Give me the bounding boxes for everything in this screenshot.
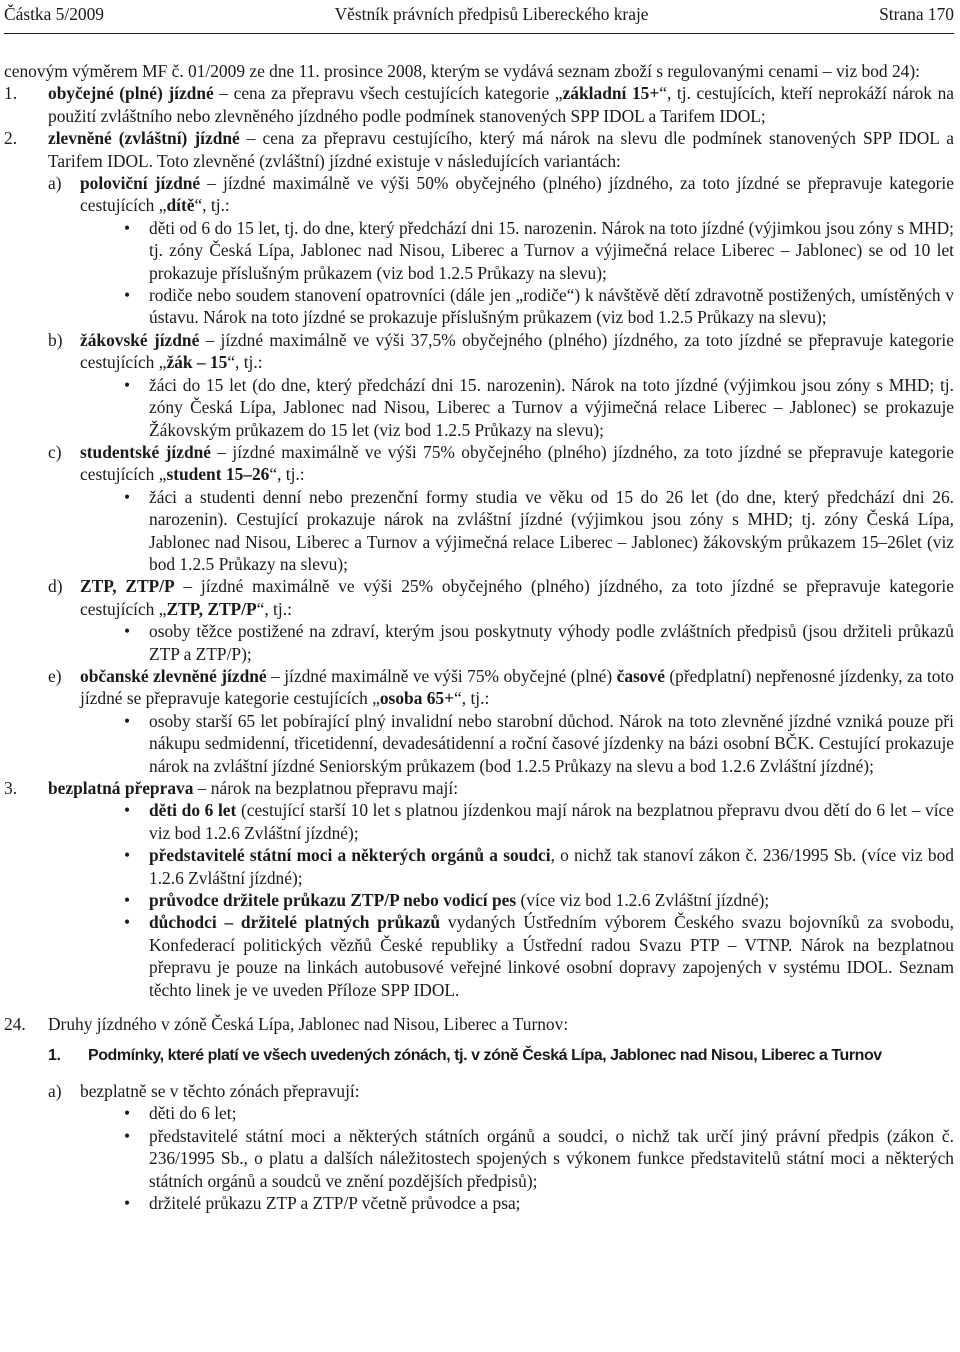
- item-text: [48, 777, 954, 799]
- bullet-term: důchodci – držitelé platných průkazů: [149, 912, 441, 933]
- bullet-icon: •: [124, 285, 131, 306]
- fare-item-2: [4, 127, 954, 172]
- term: bezplatná přeprava: [48, 778, 194, 798]
- text-part: “, tj.:: [227, 352, 263, 373]
- section-title: Druhy jízdného v zóně Česká Lípa, Jablonec nad Nisou, Liberec a Turnov:: [48, 1014, 569, 1035]
- bullet-text: osoby starší 65 let pobírající plný invalidní nebo starobní důchod. Nárok na toto zlevněné jízdné vzniká pouze při nákupu sedmidenní, třicetidenní, devadesátidenní a roční časové jízdenky na bázi osobní BČK. Cestující prokazuje nárok na zvláštní jízdné Seniorským průkazem (bod 1.2.5 Průkazy na slevu a bod 1.2.6 Zvláštní jízdné);: [149, 710, 954, 776]
- free-transport: [4, 1080, 954, 1102]
- bullet-item: [4, 1192, 954, 1214]
- item-number: 1.: [4, 83, 18, 104]
- category: osoba 65+: [379, 688, 455, 709]
- subsection-title: Podmínky, které platí ve všech uvedených zónách, tj. v zóně Česká Lípa, Jablonec nad Nisou, Liberec a Turnov: [88, 1047, 882, 1065]
- variant-text: [80, 329, 954, 374]
- text-part: – jízdné maximálně ve výši 25% obyčejného (plného) jízdného, za toto jízdné se přepravuje kategorie cestujících „: [80, 576, 954, 619]
- variant-letter: e): [48, 665, 62, 686]
- fare-item-3: [4, 777, 954, 799]
- category: základní 15+: [562, 83, 660, 104]
- page-header: [4, 0, 954, 33]
- text-part: “, tj.:: [256, 598, 292, 619]
- bullet-term: průvodce držitele průkazu ZTP/P nebo vodicí pes: [149, 890, 517, 911]
- header-rule: [4, 33, 954, 34]
- variant-b: [4, 329, 954, 374]
- bullet-term: děti do 6 let: [149, 800, 237, 821]
- subsection-number: 1.: [48, 1047, 61, 1065]
- subsection-heading: [4, 1045, 954, 1067]
- bullet-text: osoby těžce postižené na zdraví, kterým jsou poskytnuty výhody podle zvláštních předpisů (jsou držiteli průkazů ZTP a ZTP/P);: [149, 621, 954, 664]
- bullet-term: představitelé státní moci a některých orgánů a soudci: [149, 845, 551, 866]
- text-part: – jízdné maximálně ve výši 50% obyčejného (plného) jízdného, za toto jízdné se přepravuje kategorie cestujících „: [80, 173, 954, 216]
- variant-text: [80, 441, 954, 486]
- bullet-text: děti od 6 do 15 let, tj. do dne, který předchází dni 15. narozenin. Nárok na toto jízdné (výjimkou jsou zóny s MHD; tj. zóny Česká Lípa, Jablonec nad Nisou, Liberec a Turnov a výjimečná relace Liberec – Jablonec) se od 10 let prokazuje příslušným průkazem (viz bod 1.2.5 Průkazy na slevu);: [149, 217, 954, 283]
- bullet-item: [4, 284, 954, 329]
- intro-paragraph: cenovým výměrem MF č. 01/2009 ze dne 11. prosince 2008, kterým se vydává seznam zboží s regulovanými cenami – viz bod 24):: [4, 61, 920, 81]
- bullet-item: [4, 217, 954, 284]
- item-number: 2.: [4, 128, 18, 149]
- bullet-icon: •: [124, 1103, 131, 1124]
- text-part: – jízdné maximálně ve výši 75% obyčejného (plného) jízdného, za toto jízdné se přepravuje kategorie cestujících „: [80, 441, 954, 485]
- bullet-item: [4, 1102, 954, 1124]
- section-number: 24.: [4, 1014, 26, 1035]
- bullet-item: [4, 486, 954, 576]
- bullet-icon: •: [124, 486, 131, 507]
- variant-text: [80, 665, 954, 710]
- publication-title: Věstník právních předpisů Libereckého kraje: [334, 4, 649, 24]
- variant-letter: c): [48, 441, 62, 462]
- issue-number: Částka 5/2009: [4, 4, 104, 24]
- category: ZTP, ZTP/P: [166, 598, 257, 619]
- item-text: [48, 127, 954, 172]
- bullet-item: [4, 710, 954, 777]
- bullet-text: rodiče nebo soudem stanovení opatrovníci (dále jen „rodiče“) k návštěvě dětí zdravotně postižených, umístěných v ústavu. Nárok na toto jízdné se prokazuje příslušným průkazem (viz bod 1.2.5 Průkazy na slevu);: [149, 285, 954, 328]
- term: studentské jízdné: [80, 441, 212, 462]
- item-number: 3.: [4, 778, 18, 798]
- text-part: (více viz bod 1.2.6 Zvláštní jízdné);: [516, 890, 770, 911]
- section-24-heading: [4, 1013, 954, 1035]
- fare-item-1: [4, 82, 954, 127]
- term: občanské zlevněné jízdné: [80, 665, 267, 686]
- bullet-icon: •: [124, 845, 131, 866]
- text-part: “, tj.:: [194, 195, 230, 216]
- bullet-icon: •: [124, 912, 131, 933]
- bullet-item: [4, 374, 954, 441]
- bullet-icon: •: [124, 621, 131, 642]
- text-part: (cestující starší 10 let s platnou jízdenkou mají nárok na bezplatnou přepravu dvou dětí do 6 let – více viz bod 1.2.6 Zvláštní jízdné);: [149, 800, 954, 843]
- bullet-text: [149, 844, 954, 889]
- term: žákovské jízdné: [80, 329, 200, 350]
- variant-text: bezplatně se v těchto zónách přepravují:: [80, 1080, 360, 1101]
- term: obyčejné (plné) jízdné: [48, 83, 214, 104]
- term: zlevněné (zvláštní) jízdné: [48, 128, 240, 149]
- bullet-icon: •: [124, 217, 131, 238]
- bullet-item: [4, 1125, 954, 1192]
- category: student 15–26: [166, 464, 270, 485]
- text-part: – cena za přepravu všech cestujících kategorie „: [213, 83, 563, 104]
- bullet-icon: •: [124, 1192, 131, 1213]
- text-part: – jízdné maximálně ve výši 75% obyčejné (plné): [266, 665, 617, 686]
- variant-d: [4, 575, 954, 620]
- variant-a: [4, 172, 954, 217]
- term: poloviční jízdné: [80, 173, 201, 194]
- text-part: “, tj.:: [454, 688, 490, 709]
- spacer: [4, 1068, 954, 1080]
- variant-c: [4, 441, 954, 486]
- bullet-icon: •: [124, 374, 131, 395]
- bullet-icon: •: [124, 710, 131, 731]
- text-part: – nárok na bezplatnou přepravu mají:: [193, 778, 459, 798]
- bullet-item: [4, 911, 954, 1001]
- bullet-item: [4, 799, 954, 844]
- bullet-text: [149, 799, 954, 844]
- bullet-item: [4, 844, 954, 889]
- bullet-text: děti do 6 let;: [149, 1103, 237, 1124]
- variant-letter: a): [48, 173, 62, 194]
- bullet-text: držitelé průkazu ZTP a ZTP/P včetně průvodce a psa;: [149, 1192, 521, 1213]
- text-part: “, tj.:: [269, 464, 305, 485]
- item-text: [48, 82, 954, 127]
- page-number: Strana 170: [879, 4, 954, 24]
- text-part: “, tj. cestujících, kteří neprokáží nárok na použití zvláštního nebo zlevněného jízdného podle podmínek stanovených SPP IDOL a Tarifem IDOL;: [48, 83, 954, 126]
- bullet-text: [149, 889, 954, 911]
- bullet-icon: •: [124, 1125, 131, 1146]
- category: žák – 15: [166, 352, 228, 373]
- ticket-type: časové: [616, 665, 665, 686]
- text-part: , o nichž tak stanoví zákon č. 236/1995 Sb. (více viz bod 1.2.6 Zvláštní jízdné);: [149, 845, 954, 888]
- variant-letter: d): [48, 576, 63, 597]
- text-part: – cena za přepravu cestujícího, který má nárok na slevu dle podmínek stanovených SPP IDOL a Tarifem IDOL. Toto zlevněné (zvláštní) jízdné existuje v následujících variantách:: [48, 128, 954, 171]
- bullet-item: [4, 620, 954, 665]
- bullet-icon: •: [124, 800, 131, 821]
- bullet-icon: •: [124, 890, 131, 911]
- variant-letter: a): [48, 1080, 62, 1101]
- text-part: vydaných Ústředním výborem Českého svazu bojovníků za svobodu, Konfederací politických vězňů České republiky a Ústřední radou Svazu PTP – VTNP. Nárok na bezplatnou přepravu je pouze na linkách autobusové veřejné linkové osobní dopravy zapojených v systému IDOL. Seznam těchto linek je ve uveden Příloze SPP IDOL.: [149, 912, 955, 1000]
- bullet-text: žáci do 15 let (do dne, který předchází dni 15. narozenin). Nárok na toto jízdné (výjimkou jsou zóny s MHD; tj. zóny Česká Lípa, Jablonec nad Nisou, Liberec a Turnov a výjimečná relace Liberec – Jablonec) se prokazuje Žákovským průkazem do 15 let (viz bod 1.2.5 Průkazy na slevu);: [149, 374, 954, 440]
- variant-text: [80, 575, 954, 620]
- bullet-text: žáci a studenti denní nebo prezenční formy studia ve věku od 15 do 26 let (do dne, který předchází dni 26. narozenin). Cestující prokazuje nárok na zvláštní jízdné (výjimkou jsou zóny s MHD; tj. zóny Česká Lípa, Jablonec nad Nisou, Liberec a Turnov a výjimečná relace Liberec – Jablonec) žákovským průkazem 15–26let (viz bod 1.2.5 Průkazy na slevu);: [149, 486, 954, 574]
- bullet-text: [149, 911, 954, 1001]
- bullet-text: představitelé státní moci a některých státních orgánů a soudci, o nichž tak určí jiný právní předpis (zákon č. 236/1995 Sb., o platu a dalších náležitostech spojených s výkonem funkce představitelů státní moci a některých státních orgánů a soudců ve znění pozdějších předpisů);: [149, 1125, 954, 1191]
- bullet-item: [4, 889, 954, 911]
- variant-text: [80, 172, 954, 217]
- category: dítě: [166, 195, 195, 216]
- variant-e: [4, 665, 954, 710]
- term: ZTP, ZTP/P: [80, 576, 175, 597]
- variant-letter: b): [48, 329, 63, 350]
- text-part: (předplatní) nepřenosné jízdenky, za toto jízdné se přepravuje kategorie cestujících „: [80, 665, 954, 709]
- text-part: – jízdné maximálně ve výši 37,5% obyčejného (plného) jízdného, za toto jízdné se přepravuje kategorie cestujících „: [80, 329, 954, 373]
